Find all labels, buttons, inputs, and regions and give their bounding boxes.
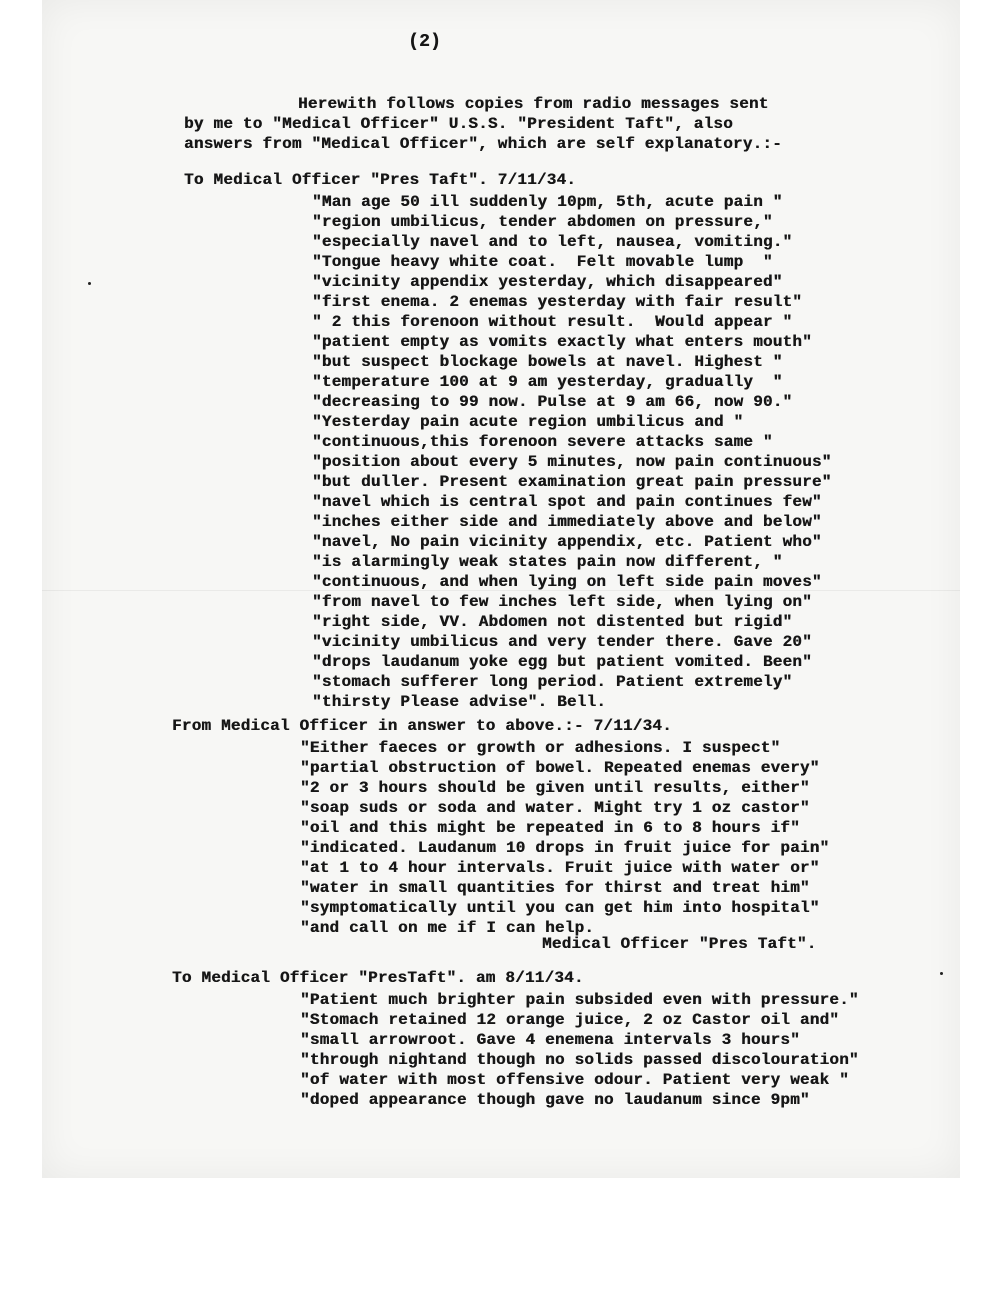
msg1-line: "drops laudanum yoke egg but patient vomited. Been" (312, 653, 812, 671)
msg1-line: "region umbilicus, tender abdomen on pressure," (312, 213, 773, 231)
msg3-heading: To Medical Officer "PresTaft". am 8/11/34. (172, 969, 584, 987)
ink-speck (88, 282, 91, 285)
msg1-line: "navel, No pain vicinity appendix, etc. Patient who" (312, 533, 822, 551)
msg1-line: "decreasing to 99 now. Pulse at 9 am 66, now 90." (312, 393, 793, 411)
msg1-line: "right side, VV. Abdomen not distented but rigid" (312, 613, 793, 631)
msg1-line: " 2 this forenoon without result. Would appear " (312, 313, 793, 331)
ink-speck (940, 972, 943, 975)
msg1-line: "is alarmingly weak states pain now different, " (312, 553, 783, 571)
msg1-line: "vicinity umbilicus and very tender there. Gave 20" (312, 633, 812, 651)
msg1-line: "position about every 5 minutes, now pain continuous" (312, 453, 832, 471)
msg2-line: "partial obstruction of bowel. Repeated enemas every" (300, 759, 820, 777)
msg1-line: "inches either side and immediately above and below" (312, 513, 822, 531)
msg1-line: "patient empty as vomits exactly what enters mouth" (312, 333, 812, 351)
msg1-line: "thirsty Please advise". Bell. (312, 693, 607, 711)
page-number: (2) (408, 32, 442, 52)
msg1-line: "navel which is central spot and pain continues few" (312, 493, 822, 511)
msg3-line: "small arrowroot. Gave 4 enemena intervals 3 hours" (300, 1031, 800, 1049)
msg1-line: "continuous, and when lying on left side pain moves" (312, 573, 822, 591)
msg2-line: "water in small quantities for thirst and treat him" (300, 879, 810, 897)
msg2-line: "soap suds or soda and water. Might try 1 oz castor" (300, 799, 810, 817)
msg2-line: "at 1 to 4 hour intervals. Fruit juice with water or" (300, 859, 820, 877)
msg3-body (300, 990, 859, 1110)
msg2-heading: From Medical Officer in answer to above.:- 7/11/34. (172, 717, 672, 735)
msg1-line: "from navel to few inches left side, when lying on" (312, 593, 812, 611)
msg1-body (312, 192, 831, 712)
msg3-line: "Stomach retained 12 orange juice, 2 oz Castor oil and" (300, 1011, 840, 1029)
msg1-line: "temperature 100 at 9 am yesterday, gradually " (312, 373, 783, 391)
msg3-line: "of water with most offensive odour. Patient very weak " (300, 1071, 849, 1089)
msg2-line: "symptomatically until you can get him into hospital" (300, 899, 820, 917)
msg3-line: "Patient much brighter pain subsided even with pressure." (300, 991, 859, 1009)
msg2-line: "and call on me if I can help. (300, 919, 595, 937)
msg1-line: "vicinity appendix yesterday, which disappeared" (312, 273, 783, 291)
msg1-line: "especially navel and to left, nausea, vomiting." (312, 233, 793, 251)
msg2-line: "2 or 3 hours should be given until results, either" (300, 779, 810, 797)
msg1-line: "Tongue heavy white coat. Felt movable lump " (312, 253, 773, 271)
intro-line: by me to "Medical Officer" U.S.S. "President Taft", also (184, 115, 733, 133)
intro-paragraph (184, 94, 782, 154)
intro-line: answers from "Medical Officer", which are self explanatory.:- (184, 135, 782, 153)
msg3-line: "doped appearance though gave no laudanum since 9pm" (300, 1091, 810, 1109)
msg1-line: "stomach sufferer long period. Patient extremely" (312, 673, 793, 691)
msg2-line: "indicated. Laudanum 10 drops in fruit juice for pain" (300, 839, 830, 857)
msg1-line: "but duller. Present examination great pain pressure" (312, 473, 832, 491)
msg1-line: "first enema. 2 enemas yesterday with fair result" (312, 293, 803, 311)
msg3-line: "through nightand though no solids passed discolouration" (300, 1051, 859, 1069)
msg1-heading: To Medical Officer "Pres Taft". 7/11/34. (184, 171, 577, 189)
intro-line: Herewith follows copies from radio messages sent (298, 95, 769, 113)
msg1-line: "but suspect blockage bowels at navel. Highest " (312, 353, 783, 371)
msg1-line: "Yesterday pain acute region umbilicus and " (312, 413, 744, 431)
msg1-line: "continuous,this forenoon severe attacks same " (312, 433, 773, 451)
msg2-body (300, 738, 829, 938)
msg2-line: "Either faeces or growth or adhesions. I suspect" (300, 739, 781, 757)
msg1-line: "Man age 50 ill suddenly 10pm, 5th, acute pain " (312, 193, 783, 211)
msg2-line: "oil and this might be repeated in 6 to 8 hours if" (300, 819, 800, 837)
msg2-signature: Medical Officer "Pres Taft". (542, 935, 817, 953)
